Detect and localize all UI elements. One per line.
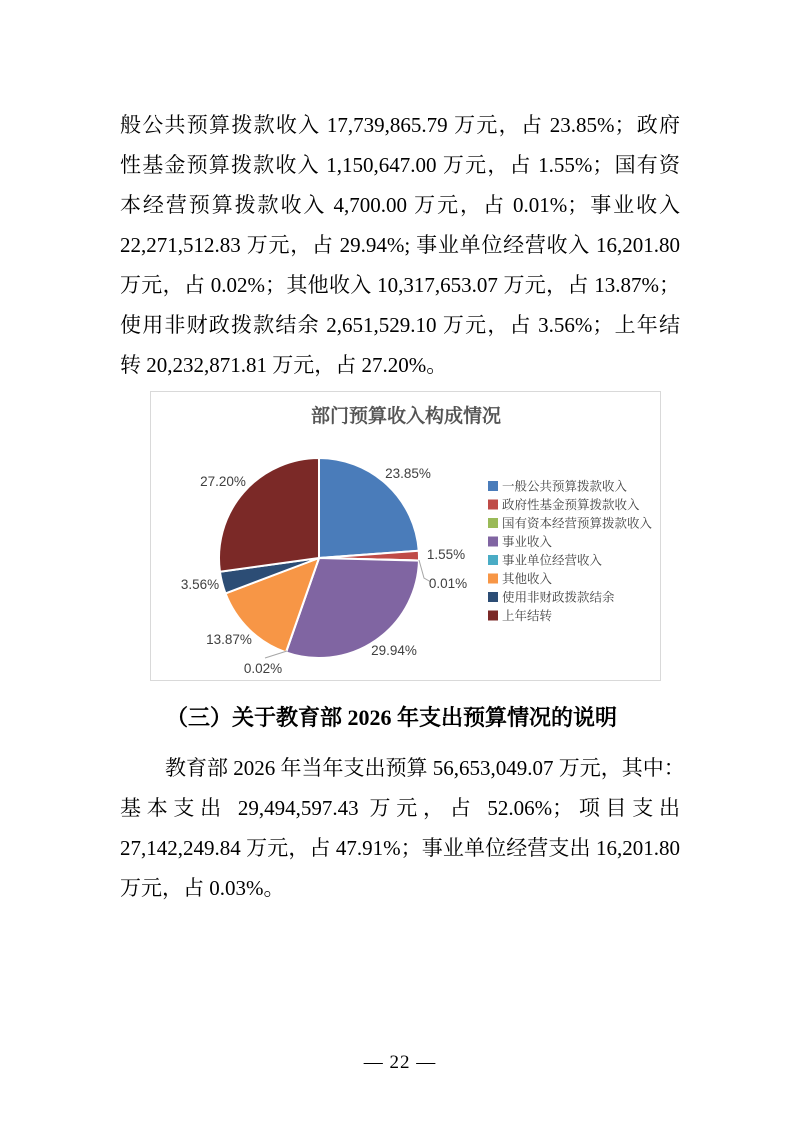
legend-swatch [488,574,498,584]
legend-label: 国有资本经营预算拨款收入 [502,516,653,531]
label-leader-line [265,651,287,658]
legend-label: 一般公共预算拨款收入 [502,479,628,494]
paragraph-line: 万元，占 0.03%。 [120,876,285,900]
pie-slice-label: 0.01% [428,576,468,591]
legend-label: 事业收入 [502,535,553,549]
legend-swatch [488,592,498,602]
paragraph-line: 22,271,512.83 万元，占 29.94%; 事业单位经营收入 16,201.80 [120,233,680,257]
legend-label: 上年结转 [502,609,553,623]
pie-slice-label: 1.55% [426,547,466,562]
paragraph-line: 教育部 2026 年当年支出预算 56,653,049.07 万元，其中： [165,756,685,780]
paragraph-line: 般公共预算拨款收入 17,739,865.79 万元，占 23.85%；政府 [120,113,680,137]
paragraph-line: 性基金预算拨款收入 1,150,647.00 万元，占 1.55%；国有资 [120,153,680,177]
paragraph-line: 转 20,232,871.81 万元，占 27.20%。 [120,353,448,377]
section-heading: （三）关于教育部 2026 年支出预算情况的说明 [166,705,618,730]
chart-title: 部门预算收入构成情况 [310,406,502,427]
legend-swatch [488,537,498,547]
legend-swatch [488,611,498,621]
paragraph-line: 使用非财政拨款结余 2,651,529.10 万元，占 3.56%；上年结 [120,313,680,337]
legend-swatch [488,518,498,528]
page-number: — 22 — [363,1052,437,1073]
pie-slice-label: 0.02% [243,661,283,676]
legend-label: 其他收入 [502,572,553,586]
paragraph-line: 27,142,249.84 万元，占 47.91%；事业单位经营支出 16,201.80 [120,836,680,860]
paragraph-line: 本经营预算拨款收入 4,700.00 万元，占 0.01%；事业收入 [120,193,680,217]
paragraph-line: 万元，占 0.02%；其他收入 10,317,653.07 万元，占 13.87%； [120,273,680,297]
legend-label: 政府性基金预算拨款收入 [502,498,640,512]
paragraph-line: 基本支出 29,494,597.43 万元，占 52.06%；项目支出 [120,796,680,820]
legend-swatch [488,481,498,491]
pie-slice-label: 29.94% [371,643,417,658]
pie-slice-label: 13.87% [206,632,252,647]
budget-income-pie-chart [151,392,660,680]
legend-swatch [488,555,498,565]
paragraph-expenditure [120,748,685,908]
legend-label: 事业单位经营收入 [502,553,603,568]
pie-slice-label: 3.56% [180,577,220,592]
pie-slice-label: 23.85% [385,466,431,481]
paragraph-income [120,105,680,385]
legend-swatch [488,500,498,510]
legend-label: 使用非财政拨款结余 [502,590,615,605]
pie-chart-frame [150,391,661,681]
pie-slice-label: 27.20% [200,474,246,489]
